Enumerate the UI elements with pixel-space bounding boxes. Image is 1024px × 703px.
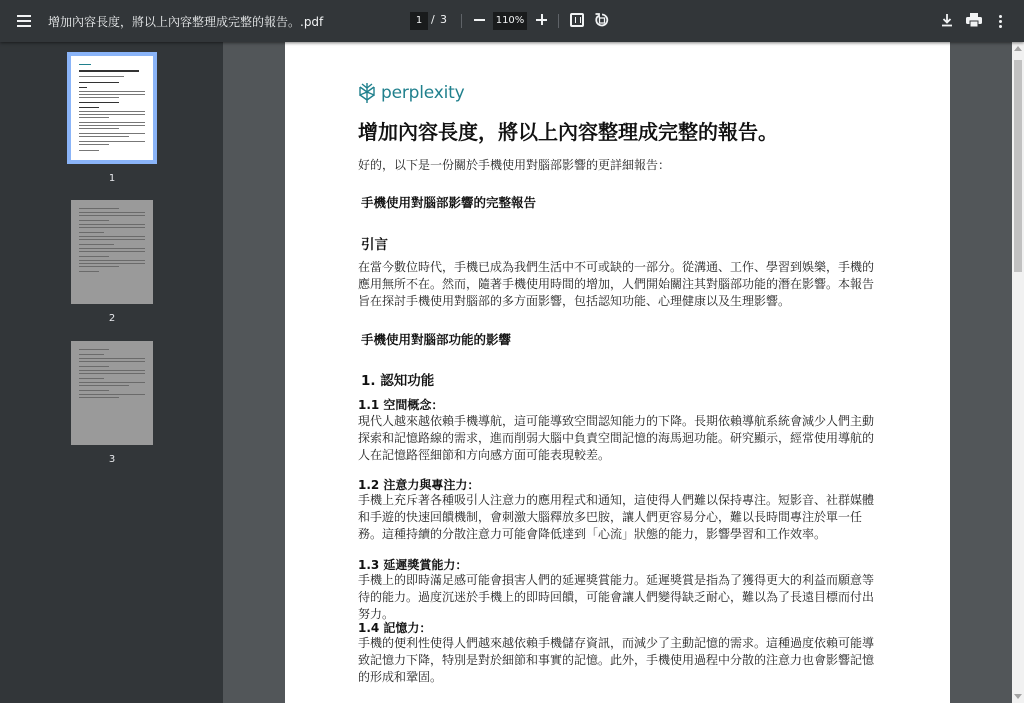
scroll-down-arrow-icon[interactable] bbox=[1014, 694, 1022, 699]
effects-heading: 手機使用對腦部功能的影響 bbox=[361, 332, 512, 347]
scroll-up-arrow-icon[interactable] bbox=[1014, 46, 1022, 51]
zoom-out-icon[interactable] bbox=[472, 12, 488, 28]
toolbar-divider bbox=[461, 14, 462, 28]
menu-icon[interactable] bbox=[12, 9, 36, 33]
intro-text: 好的，以下是一份關於手機使用對腦部影響的更詳細報告： bbox=[358, 158, 671, 172]
section-1-2-heading: 1.2 注意力與專注力： bbox=[358, 478, 480, 492]
zoom-input[interactable]: 110% bbox=[493, 12, 527, 30]
intro-body: 在當今數位時代，手機已成為我們生活中不可或缺的一部分。從溝通、工作、學習到娛樂，手機的應用無所不在。然而，隨著手機使用時間的增加，人們開始關注其對腦部功能的潛在影響。本報告旨在探討手機使用對腦部的多方面影響，包括認知功能、心理健康以及生理影響。 bbox=[358, 260, 875, 308]
page-thumbnail[interactable] bbox=[71, 56, 153, 160]
document-title: 增加內容長度，將以上內容整理成完整的報告。.pdf bbox=[48, 15, 324, 29]
section-1-3-heading: 1.3 延遲獎賞能力： bbox=[358, 558, 468, 572]
intro-heading: 引言 bbox=[361, 237, 388, 253]
more-options-icon[interactable] bbox=[996, 12, 1004, 30]
page-title: 增加內容長度，將以上內容整理成完整的報告。 bbox=[358, 120, 778, 144]
zoom-in-icon[interactable] bbox=[534, 12, 550, 28]
section-1-4-heading: 1.4 記憶力： bbox=[358, 621, 432, 635]
section-1-2-body: 手機上充斥著各種吸引人注意力的應用程式和通知，這使得人們難以保持專注。短影音、社群媒體和手遊的快速回饋機制，會刺激大腦釋放多巴胺，讓人們更容易分心，難以長時間專注於單一任務。這種持續的分散注意力可能會降低達到「心流」狀態的能力，影響學習和工作效率。 bbox=[358, 493, 875, 541]
document-viewer bbox=[223, 42, 1012, 703]
perplexity-logo bbox=[358, 82, 464, 104]
page-number-input[interactable]: 1 bbox=[410, 12, 428, 30]
section-1-1-body: 現代人越來越依賴手機導航，這可能導致空間認知能力的下降。長期依賴導航系統會減少人們主動探索和記憶路線的需求，進而削弱大腦中負責空間記憶的海馬迴功能。研究顯示，經常使用導航的人在記憶路徑細節和方向感方面可能表現較差。 bbox=[358, 414, 875, 462]
page-thumbnail[interactable] bbox=[71, 200, 153, 304]
download-icon[interactable] bbox=[939, 12, 955, 28]
logo-text: perplexity bbox=[381, 83, 465, 103]
pdf-toolbar bbox=[0, 0, 1024, 42]
section-1-1-heading: 1.1 空間概念： bbox=[358, 398, 444, 412]
report-title: 手機使用對腦部影響的完整報告 bbox=[361, 195, 537, 210]
page-total: 3 bbox=[440, 13, 447, 26]
rotate-icon[interactable] bbox=[594, 12, 610, 28]
scrollbar-thumb[interactable] bbox=[1014, 60, 1022, 272]
print-icon[interactable] bbox=[965, 12, 983, 28]
cognitive-heading: 1. 認知功能 bbox=[361, 373, 435, 389]
perplexity-icon bbox=[358, 82, 376, 104]
fit-to-page-icon[interactable] bbox=[570, 13, 584, 27]
thumbnail-label: 3 bbox=[108, 454, 116, 465]
page-thumbnail[interactable] bbox=[71, 341, 153, 445]
thumbnail-sidebar bbox=[0, 42, 223, 703]
thumbnail-label: 2 bbox=[108, 313, 116, 324]
vertical-scrollbar[interactable] bbox=[1012, 42, 1024, 703]
thumbnail-label: 1 bbox=[108, 173, 116, 184]
toolbar-divider bbox=[558, 14, 559, 28]
section-1-4-body: 手機的便利性使得人們越來越依賴手機儲存資訊，而減少了主動記憶的需求。這種過度依賴可能導致記憶力下降，特別是對於細節和事實的記憶。此外，手機使用過程中分散的注意力也會影響記憶的形成和鞏固。 bbox=[358, 636, 875, 684]
pdf-page bbox=[285, 42, 950, 703]
page-separator: / bbox=[431, 13, 435, 26]
section-1-3-body: 手機上的即時滿足感可能會損害人們的延遲獎賞能力。延遲獎賞是指為了獲得更大的利益而願意等待的能力。過度沉迷於手機上的即時回饋，可能會讓人們變得缺乏耐心，難以為了長遠目標而付出努力。 bbox=[358, 573, 875, 621]
